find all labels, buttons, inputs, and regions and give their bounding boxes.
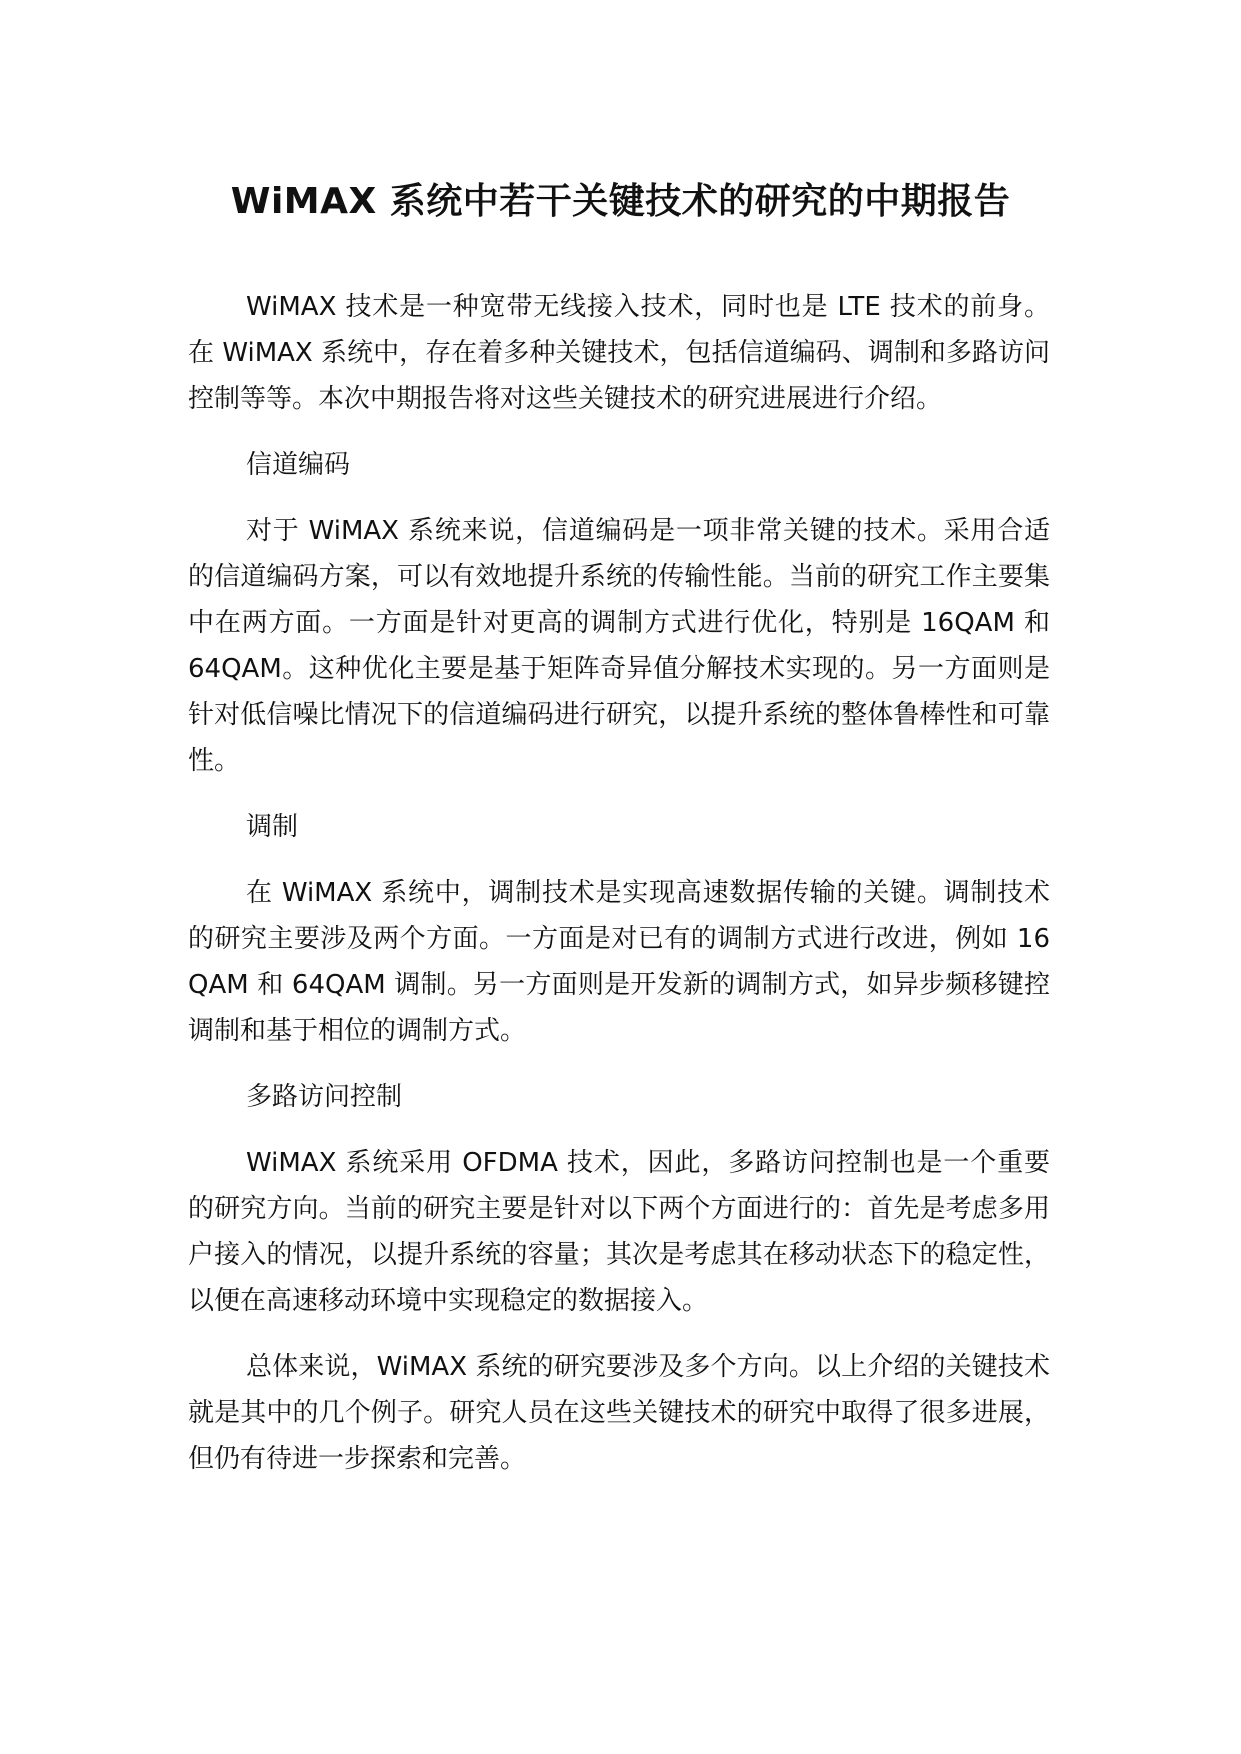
- section-heading-multiple-access: 多路访问控制: [246, 1082, 403, 1112]
- section-text-channel-coding: 对于 WiMAX 系统来说，信道编码是一项非常关键的技术。采用合适的信道编码方案，可以有效地提升系统的传输性能。当前的研究工作主要集中在两方面。一方面是针对更高的调制方式进行优化，特别是 16QAM 和 64QAM。这种优化主要是基于矩阵奇异值分解技术实现的。另一方面则是针对低信噪比情况下的信道编码进行研究，以提升系统的整体鲁棒性和可靠性。: [188, 516, 1050, 776]
- section-text-multiple-access: WiMAX 系统采用 OFDMA 技术，因此，多路访问控制也是一个重要的研究方向。当前的研究主要是针对以下两个方面进行的：首先是考虑多用户接入的情况，以提升系统的容量；其次是考虑其在移动状态下的稳定性，以便在高速移动环境中实现稳定的数据接入。: [188, 1148, 1050, 1316]
- document-body: [188, 284, 1050, 1502]
- section-text-modulation: 在 WiMAX 系统中，调制技术是实现高速数据传输的关键。调制技术的研究主要涉及两个方面。一方面是对已有的调制方式进行改进，例如 16QAM 和 64QAM 调制。另一方面则是开发新的调制方式，如异步频移键控调制和基于相位的调制方式。: [188, 878, 1050, 1046]
- conclusion-paragraph: 总体来说，WiMAX 系统的研究要涉及多个方向。以上介绍的关键技术就是其中的几个例子。研究人员在这些关键技术的研究中取得了很多进展，但仍有待进一步探索和完善。: [188, 1352, 1050, 1474]
- section-heading-channel-coding: 信道编码: [246, 450, 351, 480]
- intro-paragraph: WiMAX 技术是一种宽带无线接入技术，同时也是 LTE 技术的前身。在 WiMAX 系统中，存在着多种关键技术，包括信道编码、调制和多路访问控制等等。本次中期报告将对这些关键技术的研究进展进行介绍。: [188, 292, 1050, 414]
- document-title: WiMAX 系统中若干关键技术的研究的中期报告: [230, 181, 1011, 222]
- section-heading-modulation: 调制: [246, 812, 299, 842]
